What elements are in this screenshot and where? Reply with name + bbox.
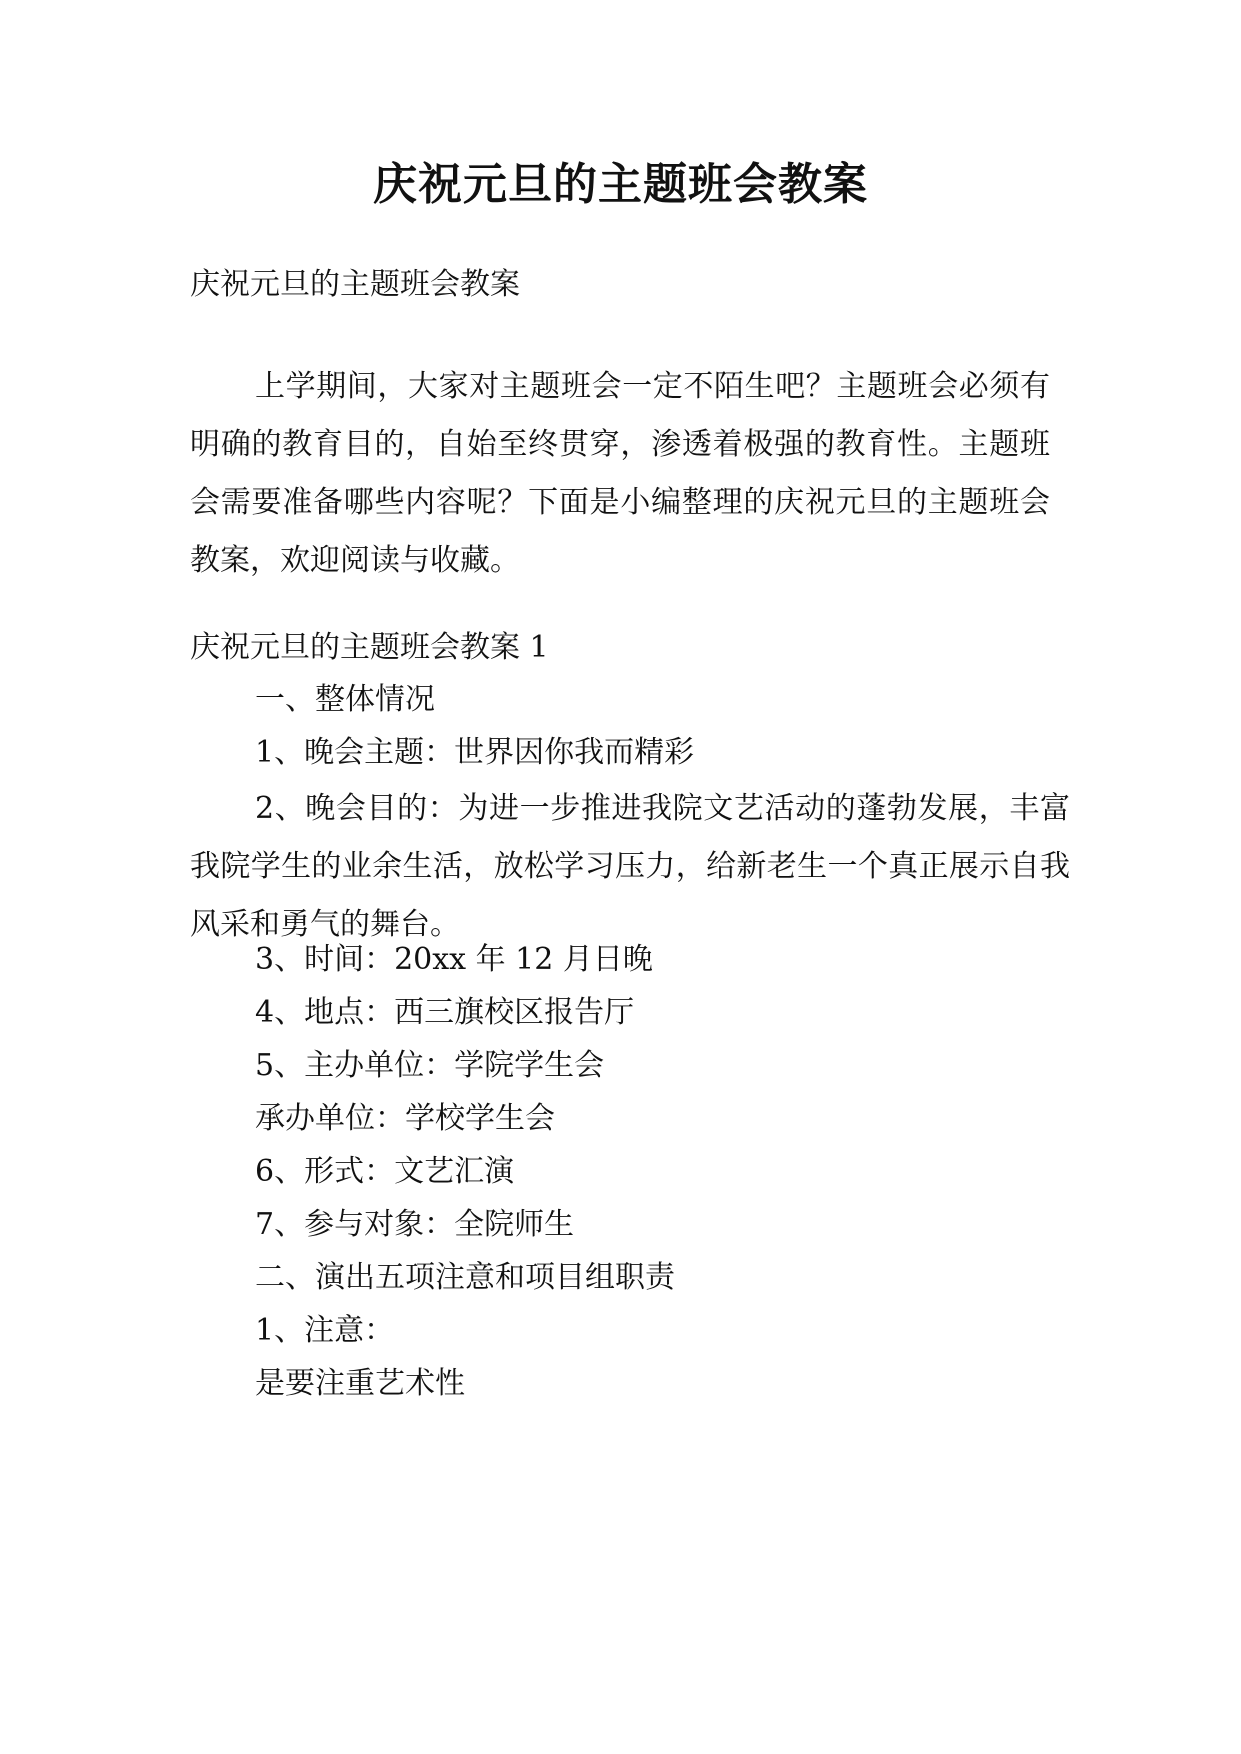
- list-item: 6、形式：文艺汇演: [255, 1154, 515, 1189]
- list-item-paragraph: 2、晚会目的：为进一步推进我院文艺活动的蓬勃发展，丰富我院学生的业余生活，放松学习压力，给新老生一个真正展示自我风采和勇气的舞台。: [190, 791, 1070, 942]
- list-item: 1、注意：: [255, 1313, 395, 1348]
- document-subtitle: 庆祝元旦的主题班会教案: [190, 267, 520, 302]
- list-item: 二、演出五项注意和项目组职责: [255, 1260, 675, 1295]
- list-item: 一、整体情况: [255, 682, 435, 717]
- list-item: 3、时间：20xx 年 12 月日晚: [255, 942, 653, 977]
- intro-paragraph: 上学期间，大家对主题班会一定不陌生吧？主题班会必须有明确的教育目的，自始至终贯穿，渗透着极强的教育性。主题班会需要准备哪些内容呢？下面是小编整理的庆祝元旦的主题班会教案，欢迎阅读与收藏。: [190, 369, 1050, 578]
- list-item: 4、地点：西三旗校区报告厅: [255, 995, 635, 1030]
- section-heading: 庆祝元旦的主题班会教案 1: [190, 630, 549, 665]
- document-title: 庆祝元旦的主题班会教案: [373, 159, 868, 210]
- list-item: 是要注重艺术性: [255, 1366, 465, 1401]
- list-item: 承办单位：学校学生会: [255, 1101, 555, 1136]
- list-item: 5、主办单位：学院学生会: [255, 1048, 605, 1083]
- list-item: 7、参与对象：全院师生: [255, 1207, 575, 1242]
- list-item: 1、晚会主题：世界因你我而精彩: [255, 735, 695, 770]
